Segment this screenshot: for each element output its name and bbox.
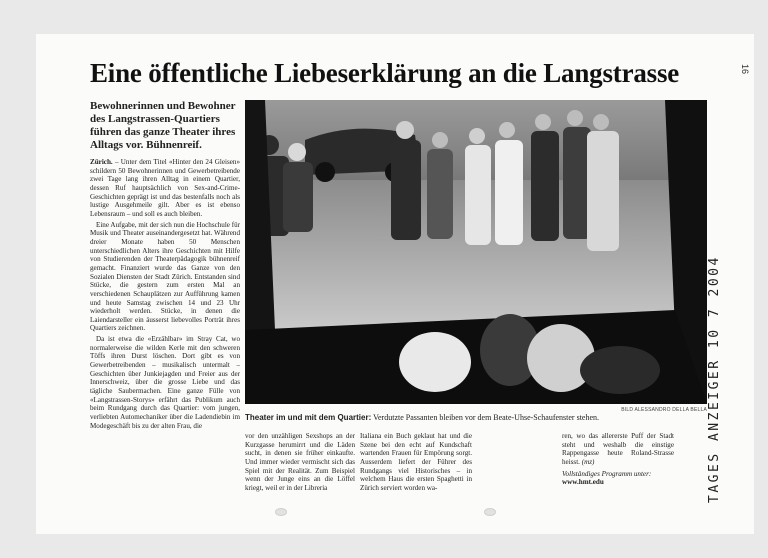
article-paragraph: Eine Aufgabe, mit der sich nun die Hochschule für Musik und Theater auseinandergesetzt hat. Während dreier Monate haben 50 Menschen unterschiedlichen Alters ihre Geschichten mit Hilfe von Studierenden der Theaterpädagogik bühnenreif gemacht. Finanziert wurde das Ganze von den Sozialen Diensten der Stadt Zürich. Entstanden sind Stücke, die gestern zum ersten Mal an verschiedenen Schauplätzen zur Aufführung kamen und heute Samstag zwischen 14 und 23 Uhr wiederholt werden. Stücke, in denen die Laiendarsteller ein äusserst liebevolles Porträt ihres Quartiers zeichnen.	[90, 220, 240, 333]
article-paragraph: Da ist etwa die «Erzählbar» im Stray Cat, wo normalerweise die wilden Kerle mit den schweren Töffs ihren Durst löschen. Dort gibt es von Gewerbetreibenden – musikalisch untermalt – Geschichten über Junkiejagden und Freier aus der Innerschweiz, über die grosse Liebe und das tägliche Saubermachen. Eine ganze Fülle von «Langstrassen-Storys» erfährt das Publikum auch beim Rundgang durch das Quartier: vom jungen, verliebten Automechaniker über die Ladendiebin im Modegeschäft bis zu der alten Frau, die	[90, 335, 240, 430]
article-column-bottom-3	[562, 432, 674, 487]
photo-street-scene	[245, 100, 707, 404]
punch-hole	[484, 508, 496, 516]
caption-text: Verdutzte Passanten bleiben vor dem Beate-Uhse-Schaufenster stehen.	[373, 413, 600, 422]
caption-title: Theater im und mit dem Quartier:	[245, 413, 372, 422]
program-url: www.hmt.edu	[562, 478, 604, 487]
dateline: Zürich.	[90, 158, 113, 166]
photo-credit: BILD ALESSANDRO DELLA BELLA	[621, 407, 707, 413]
article-column-bottom-1: vor den unzähligen Sexshops an der Kurzgasse herumirrt und die Läden sucht, in denen sie früher einkaufte. Und immer wieder vermischt sich das Spiel mit der Realität. Zum Beispiel wenn der Junge eins an die Löffel kriegt, weil er in der Libreria	[245, 432, 355, 492]
stamp-text: TAGES ANZEIGER 10 7 2004	[707, 255, 722, 503]
headline: Eine öffentliche Liebeserklärung an die Langstrasse	[90, 58, 680, 88]
article-column-left	[90, 158, 240, 488]
article-paragraph: Zürich. – Unter dem Titel «Hinter den 24 Gleisen» schildern 50 Bewohnerinnen und Gewerbetreibende zwei Tage lang ihren Alltag in einem Quartier, dessen Ruf hauptsächlich von Sex-and-Crime-Geschichten geprägt ist und das bestenfalls noch als lustige Ausgehmeile gilt. Aber es ist ebenso Lebensraum – und soll es auch bleiben.	[90, 158, 240, 218]
punch-hole	[275, 508, 287, 516]
handwritten-stamp	[704, 236, 728, 506]
author-signoff: (mz)	[581, 457, 595, 466]
article-photo	[245, 100, 707, 404]
article-column-bottom-2: Italiana ein Buch geklaut hat und die Szene bei den echt auf Kundschaft wartenden Frauen für Empörung sorgt. Ausserdem liefert der Führer des Rundgangs viel Historisches – in welchem Haus die ersten Spaghetti in Zürich serviert worden wa-	[360, 432, 472, 492]
page-number: 16	[740, 63, 751, 75]
article-closing-text: ren, wo das allererste Puff der Stadt steht und weshalb die einstige Rappengasse heute Roland-Strasse heisst.	[562, 432, 674, 466]
program-label: Vollständiges Programm unter:	[562, 469, 652, 478]
article-deck: Bewohnerinnen und Bewohner des Langstrassen-Quartiers führen das ganze Theater ihres Alltags vor. Bühnenreif.	[90, 100, 236, 151]
photo-caption	[245, 413, 707, 423]
